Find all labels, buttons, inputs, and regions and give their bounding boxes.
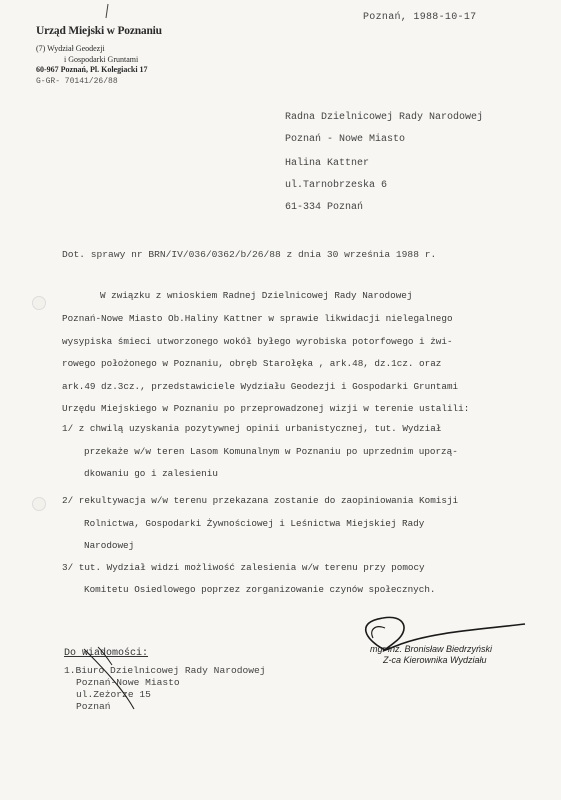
signatory-name: mgr inż. Bronisław Biedrzyński [370,644,493,654]
punch-hole [32,296,46,310]
case-reference: Dot. sprawy nr BRN/IV/036/0362/b/26/88 z dnia 30 września 1988 r. [62,249,437,260]
body-line: Rolnictwa, Gospodarki Żywnościowej i Leśnictwa Miejskiej Rady [84,518,425,529]
body-line: 2/ rekultywacja w/w terenu przekazana zostanie do zaopiniowania Komisji [62,495,459,506]
recipient-line: Radna Dzielnicowej Rady Narodowej [285,112,484,123]
stamp-case-number: G-GR- 70141/26/88 [36,77,118,86]
body-line: Komitetu Osiedlowego poprzez zorganizowanie czynów społecznych. [84,584,436,595]
punch-hole [32,497,46,511]
body-line: przekaże w/w teren Lasom Komunalnym w Poznaniu po uprzednim uporzą- [84,446,458,457]
cc-line: Poznań [76,701,111,712]
recipient-line: ul.Tarnobrzeska 6 [285,180,388,191]
body-line: wysypiska śmieci utworzonego wokół byłego wyrobiska potorfowego i żwi- [62,336,453,347]
pen-mark-icon [98,2,118,32]
stamp-department-cont: i Gospodarki Gruntami [64,55,139,64]
recipient-line: Poznań - Nowe Miasto [285,134,406,145]
cc-line: ul.Zeżorze 15 [76,689,151,700]
recipient-line: Halina Kattner [285,158,370,169]
body-line: rowego położonego w Poznaniu, obręb Starołęka , ark.48, dz.1cz. oraz [62,358,442,369]
body-line: Poznań-Nowe Miasto Ob.Haliny Kattner w sprawie likwidacji nielegalnego [62,313,453,324]
checkmark-icon [78,643,148,713]
cc-line: 1.Biuro Dzielnicowej Rady Narodowej [64,665,266,676]
stamp-department: (7) Wydział Geodezji [36,44,105,53]
letter-date: Poznań, 1988-10-17 [363,12,477,23]
body-line: dkowaniu go i zalesieniu [84,468,218,479]
body-line: Urzędu Miejskiego w Poznaniu po przeprowadzonej wizji w terenie ustalili: [62,403,470,414]
cc-heading: Do wiadomości: [64,648,149,659]
cc-line: Poznań-Nowe Miasto [76,677,180,688]
body-line: W związku z wnioskiem Radnej Dzielnicowej Rady Narodowej [100,290,413,301]
stamp-address: 60-967 Poznań, Pl. Kolegiacki 17 [36,65,148,74]
body-line: 1/ z chwilą uzyskania pozytywnej opinii urbanistycznej, tut. Wydział [62,423,442,434]
stamp-office-name: Urząd Miejski w Poznaniu [36,25,162,37]
body-line: ark.49 dz.3cz., przedstawiciele Wydziału Geodezji i Gospodarki Gruntami [62,381,459,392]
body-line: Narodowej [84,540,135,551]
recipient-line: 61-334 Poznań [285,202,364,213]
body-line: 3/ tut. Wydział widzi możliwość zalesienia w/w terenu przy pomocy [62,562,425,573]
signatory-title: Z-ca Kierownika Wydziału [383,655,487,665]
